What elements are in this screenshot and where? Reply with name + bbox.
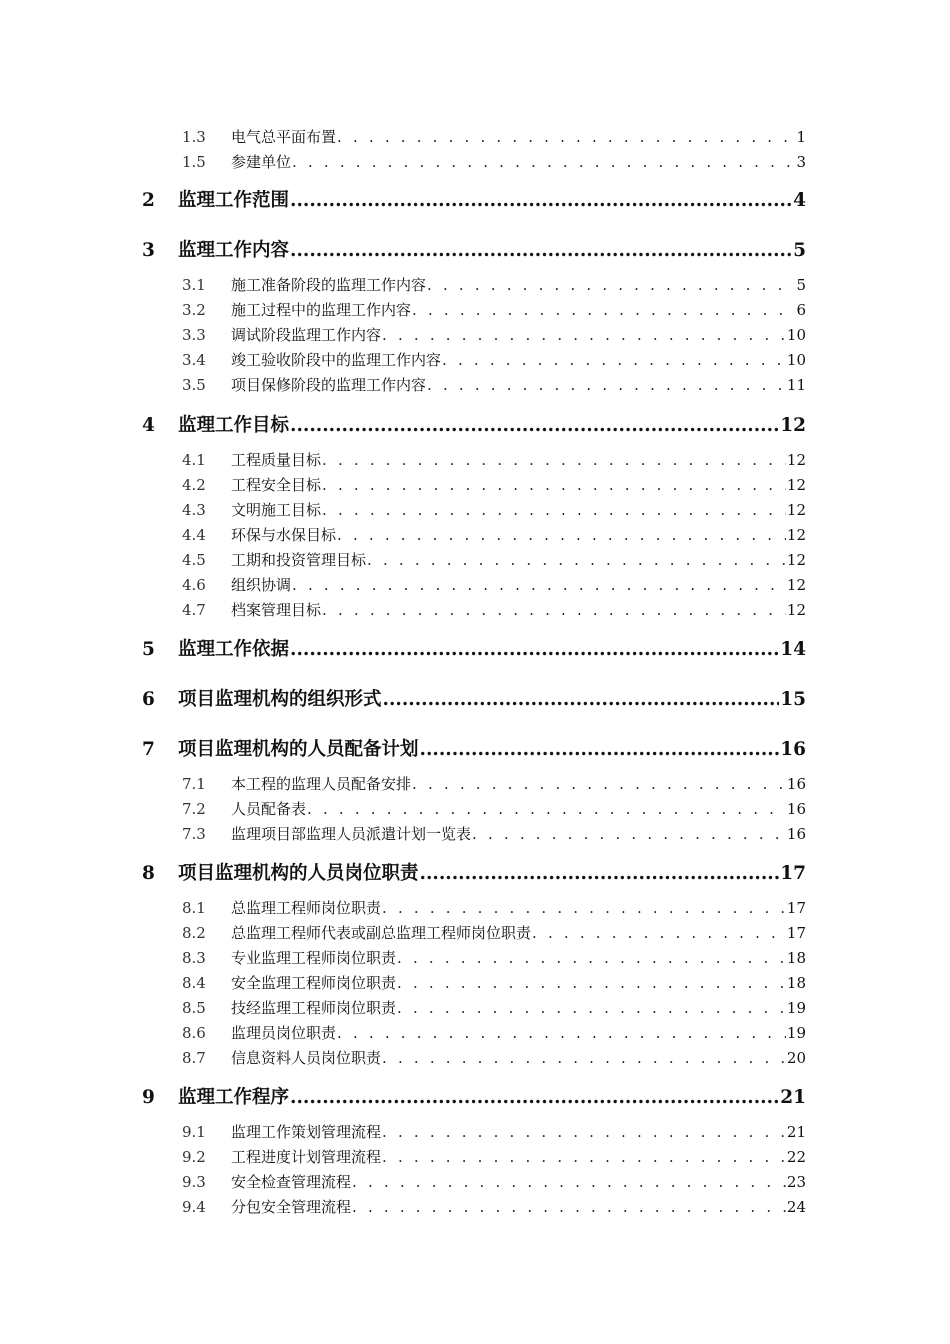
toc-entry-title: 项目保修阶段的监理工作内容 [231, 376, 427, 394]
toc-page-number: 5 [796, 276, 806, 294]
toc-leader-dots [472, 825, 786, 843]
toc-leader-dots [290, 415, 779, 436]
toc-page-number: 16 [786, 775, 806, 793]
toc-leader-dots [412, 301, 795, 319]
toc-page-number: 17 [786, 924, 806, 942]
toc-page-number: 3 [796, 153, 806, 171]
toc-entry-number: 3.3 [182, 326, 206, 344]
toc-section-entry[interactable] [182, 524, 806, 546]
toc-page-number: 16 [786, 800, 806, 818]
toc-leader-dots [322, 501, 786, 519]
toc-entry-number: 4 [142, 415, 155, 436]
toc-leader-dots [532, 924, 786, 942]
toc-entry-title: 档案管理目标 [231, 601, 322, 619]
toc-section-entry[interactable] [182, 274, 806, 296]
toc-leader-dots [427, 376, 786, 394]
toc-page-number: 18 [786, 974, 806, 992]
toc-leader-dots [397, 949, 786, 967]
toc-section-entry[interactable] [182, 823, 806, 845]
toc-entry-number: 4.2 [182, 476, 206, 494]
toc-leader-dots [420, 739, 780, 760]
toc-entry-title: 监理员岗位职责 [231, 1024, 337, 1042]
toc-entry-number: 3.2 [182, 301, 206, 319]
toc-entry-title: 竣工验收阶段中的监理工作内容 [231, 351, 442, 369]
toc-page-number: 12 [786, 476, 806, 494]
toc-chapter-entry[interactable] [142, 186, 806, 212]
toc-entry-title: 施工过程中的监理工作内容 [231, 301, 412, 319]
toc-entry-number: 4.6 [182, 576, 206, 594]
toc-entry-title: 安全检查管理流程 [231, 1173, 352, 1191]
toc-entry-title: 监理工作依据 [178, 639, 290, 660]
toc-entry-number: 5 [142, 639, 155, 660]
toc-leader-dots [292, 153, 795, 171]
toc-entry-title: 监理工作目标 [178, 415, 290, 436]
toc-section-entry[interactable] [182, 922, 806, 944]
toc-entry-title: 项目监理机构的人员配备计划 [178, 739, 419, 760]
toc-leader-dots [427, 276, 795, 294]
toc-page-number: 1 [796, 128, 806, 146]
toc-page-number: 12 [786, 576, 806, 594]
toc-entry-title: 监理工作程序 [178, 1087, 290, 1108]
toc-leader-dots [412, 775, 786, 793]
toc-entry-title: 监理工作内容 [178, 240, 290, 261]
toc-entry-number: 9.2 [182, 1148, 206, 1166]
toc-entry-title: 技经监理工程师岗位职责 [231, 999, 397, 1017]
toc-page-number: 10 [786, 326, 806, 344]
toc-section-entry[interactable] [182, 474, 806, 496]
toc-entry-number: 8.4 [182, 974, 206, 992]
toc-page-number: 24 [786, 1198, 806, 1216]
toc-page-number: 6 [796, 301, 806, 319]
toc-entry-number: 9 [142, 1087, 155, 1108]
toc-entry-title: 监理工作范围 [178, 190, 290, 211]
toc-leader-dots [337, 128, 795, 146]
toc-entry-title: 监理工作策划管理流程 [231, 1123, 382, 1141]
toc-leader-dots [337, 526, 786, 544]
toc-section-entry[interactable] [182, 599, 806, 621]
toc-entry-title: 电气总平面布置 [231, 128, 337, 146]
toc-page-number: 12 [786, 451, 806, 469]
toc-entry-number: 3 [142, 240, 155, 261]
toc-entry-number: 4.5 [182, 551, 206, 569]
toc-page-number: 10 [786, 351, 806, 369]
toc-leader-dots [382, 1049, 786, 1067]
toc-entry-title: 监理项目部监理人员派遣计划一览表 [231, 825, 472, 843]
toc-entry-number: 9.4 [182, 1198, 206, 1216]
toc-entry-number: 3.5 [182, 376, 206, 394]
toc-entry-number: 9.3 [182, 1173, 206, 1191]
toc-entry-title: 文明施工目标 [231, 501, 322, 519]
toc-page-number: 12 [786, 551, 806, 569]
toc-leader-dots [442, 351, 786, 369]
toc-section-entry[interactable] [182, 1196, 806, 1218]
toc-page-number: 21 [786, 1123, 806, 1141]
toc-section-entry[interactable] [182, 299, 806, 321]
toc-section-entry[interactable] [182, 1171, 806, 1193]
toc-page-number: 12 [786, 601, 806, 619]
toc-section-entry[interactable] [182, 1146, 806, 1168]
toc-page-number: 14 [780, 639, 806, 660]
toc-leader-dots [382, 1123, 786, 1141]
toc-leader-dots [383, 689, 780, 710]
toc-entry-number: 4.1 [182, 451, 206, 469]
toc-entry-title: 项目监理机构的人员岗位职责 [178, 863, 419, 884]
toc-entry-number: 7.3 [182, 825, 206, 843]
toc-entry-number: 1.5 [182, 153, 206, 171]
toc-section-entry[interactable] [182, 374, 806, 396]
toc-entry-title: 安全监理工程师岗位职责 [231, 974, 397, 992]
toc-leader-dots [420, 863, 780, 884]
toc-section-entry[interactable] [182, 947, 806, 969]
toc-page-number: 20 [786, 1049, 806, 1067]
toc-entry-title: 参建单位 [231, 153, 292, 171]
toc-entry-number: 8 [142, 863, 155, 884]
toc-entry-title: 施工准备阶段的监理工作内容 [231, 276, 427, 294]
toc-page-number: 15 [780, 689, 806, 710]
toc-section-entry[interactable] [182, 1121, 806, 1143]
toc-entry-number: 9.1 [182, 1123, 206, 1141]
toc-leader-dots [322, 476, 786, 494]
toc-entry-title: 工程进度计划管理流程 [231, 1148, 382, 1166]
toc-section-entry[interactable] [182, 798, 806, 820]
toc-page-number: 16 [780, 739, 806, 760]
toc-page-number: 21 [780, 1087, 806, 1108]
toc-page-number: 19 [786, 1024, 806, 1042]
toc-page-number: 16 [786, 825, 806, 843]
toc-entry-number: 8.5 [182, 999, 206, 1017]
toc-section-entry[interactable] [182, 574, 806, 596]
toc-section-entry[interactable] [182, 126, 806, 148]
toc-chapter-entry[interactable] [142, 735, 806, 761]
toc-entry-number: 2 [142, 190, 155, 211]
toc-page-number: 18 [786, 949, 806, 967]
toc-section-entry[interactable] [182, 324, 806, 346]
toc-entry-title: 调试阶段监理工作内容 [231, 326, 382, 344]
toc-chapter-entry[interactable] [142, 236, 806, 262]
toc-leader-dots [307, 800, 786, 818]
toc-entry-title: 总监理工程师代表或副总监理工程师岗位职责 [231, 924, 532, 942]
toc-section-entry[interactable] [182, 349, 806, 371]
toc-entry-number: 4.3 [182, 501, 206, 519]
toc-entry-title: 分包安全管理流程 [231, 1198, 352, 1216]
toc-chapter-entry[interactable] [142, 411, 806, 437]
toc-leader-dots [292, 576, 786, 594]
toc-page-number: 17 [786, 899, 806, 917]
toc-entry-title: 项目监理机构的组织形式 [178, 689, 382, 710]
toc-page-number: 17 [780, 863, 806, 884]
toc-page-number: 12 [786, 501, 806, 519]
toc-page-number: 12 [780, 415, 806, 436]
toc-section-entry[interactable] [182, 1047, 806, 1069]
toc-section-entry[interactable] [182, 972, 806, 994]
toc-entry-title: 人员配备表 [231, 800, 307, 818]
toc-entry-title: 工程安全目标 [231, 476, 322, 494]
toc-page-number: 5 [793, 240, 806, 261]
toc-leader-dots [382, 1148, 786, 1166]
toc-entry-number: 6 [142, 689, 155, 710]
toc-section-entry[interactable] [182, 997, 806, 1019]
toc-leader-dots [290, 1087, 779, 1108]
toc-leader-dots [290, 639, 779, 660]
toc-entry-number: 8.1 [182, 899, 206, 917]
toc-page-number: 23 [786, 1173, 806, 1191]
toc-entry-number: 4.4 [182, 526, 206, 544]
toc-section-entry[interactable] [182, 1022, 806, 1044]
toc-leader-dots [382, 326, 786, 344]
toc-page-number: 22 [786, 1148, 806, 1166]
toc-entry-number: 7.2 [182, 800, 206, 818]
toc-leader-dots [382, 899, 786, 917]
toc-entry-number: 7 [142, 739, 155, 760]
toc-leader-dots [367, 551, 786, 569]
toc-chapter-entry[interactable] [142, 635, 806, 661]
toc-leader-dots [322, 601, 786, 619]
toc-leader-dots [337, 1024, 786, 1042]
toc-entry-number: 3.4 [182, 351, 206, 369]
toc-section-entry[interactable] [182, 151, 806, 173]
toc-entry-title: 工程质量目标 [231, 451, 322, 469]
toc-entry-title: 工期和投资管理目标 [231, 551, 367, 569]
toc-page-number: 19 [786, 999, 806, 1017]
toc-chapter-entry[interactable] [142, 859, 806, 885]
toc-entry-title: 专业监理工程师岗位职责 [231, 949, 397, 967]
toc-leader-dots [290, 190, 792, 211]
toc-entry-title: 信息资料人员岗位职责 [231, 1049, 382, 1067]
toc-leader-dots [397, 974, 786, 992]
toc-section-entry[interactable] [182, 773, 806, 795]
toc-leader-dots [397, 999, 786, 1017]
toc-section-entry[interactable] [182, 449, 806, 471]
toc-leader-dots [290, 240, 792, 261]
toc-page-number: 12 [786, 526, 806, 544]
toc-leader-dots [352, 1198, 786, 1216]
toc-entry-title: 总监理工程师岗位职责 [231, 899, 382, 917]
toc-entry-title: 本工程的监理人员配备安排 [231, 775, 412, 793]
toc-chapter-entry[interactable] [142, 1083, 806, 1109]
toc-entry-number: 8.2 [182, 924, 206, 942]
toc-entry-number: 3.1 [182, 276, 206, 294]
toc-entry-title: 组织协调 [231, 576, 292, 594]
toc-section-entry[interactable] [182, 897, 806, 919]
toc-leader-dots [352, 1173, 786, 1191]
toc-page-number: 11 [786, 376, 806, 394]
toc-entry-number: 7.1 [182, 775, 206, 793]
toc-section-entry[interactable] [182, 549, 806, 571]
toc-section-entry[interactable] [182, 499, 806, 521]
toc-entry-number: 1.3 [182, 128, 206, 146]
toc-entry-number: 8.7 [182, 1049, 206, 1067]
toc-entry-number: 8.6 [182, 1024, 206, 1042]
toc-entry-title: 环保与水保目标 [231, 526, 337, 544]
toc-chapter-entry[interactable] [142, 685, 806, 711]
toc-entry-number: 4.7 [182, 601, 206, 619]
toc-page-number: 4 [793, 190, 806, 211]
toc-entry-number: 8.3 [182, 949, 206, 967]
toc-leader-dots [322, 451, 786, 469]
